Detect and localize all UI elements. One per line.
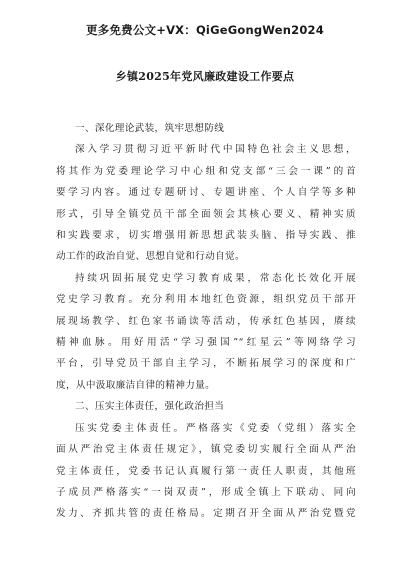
section-heading-1: 一、深化理论武装，筑牢思想防线 — [75, 123, 225, 134]
section-heading-2: 二、压实主体责任，强化政治担当 — [75, 401, 225, 413]
paragraph-line: 党主体责任，党委书记认真履行第一责任人职责，其他班 — [56, 465, 356, 477]
paragraph-line: 展现场教学、红色家书诵读等活动，传承红色基因，赓续 — [56, 315, 356, 327]
document-title: 乡镇2025年党风廉政建设工作要点 — [115, 70, 295, 83]
paragraph-line: 将其作为党委理论学习中心组和党支部“三会一课”的首 — [56, 165, 356, 177]
paragraph-line: 平台，引导党员干部自主学习，不断拓展学习的深度和广 — [56, 358, 356, 370]
paragraph-line: 党史学习教育。充分利用本地红色资源，组织党员干部开 — [56, 294, 356, 306]
paragraph-line: 动工作的政治自觉、思想自觉和行动自觉。 — [56, 251, 245, 263]
paragraph-line: 持续巩固拓展党史学习教育成果，常态化长效化开展 — [75, 272, 356, 284]
paragraph-line: 形式，引导全镇党员干部全面领会其核心要义、精神实质 — [56, 208, 356, 220]
promo-header: 更多免费公文+VX：QiGeGongWen2024 — [86, 23, 324, 37]
document-body — [56, 118, 356, 525]
paragraph-line: 压实党委主体责任。严格落实《党委（党组）落实全 — [75, 422, 356, 434]
paragraph-line: 发力、齐抓共管的责任格局。定期召开全面从严治党暨党 — [56, 508, 356, 520]
paragraph-line: 面从严治党主体责任规定》，镇党委切实履行全面从严治 — [56, 444, 356, 456]
paragraph-line: 和实践要求，切实增强用新思想武装头脑、指导实践、推 — [56, 230, 356, 242]
paragraph-line: 精神血脉。用好用活“学习强国”“红星云”等网络学习 — [56, 337, 356, 349]
paragraph-line: 度，从中汲取廉洁自律的精神力量。 — [56, 379, 216, 391]
paragraph-line: 子成员严格落实“一岗双责”，形成全镇上下联动、同向 — [56, 486, 356, 498]
paragraph-line: 深入学习贯彻习近平新时代中国特色社会主义思想， — [75, 144, 356, 156]
paragraph-line: 要学习内容。通过专题研讨、专题讲座、个人自学等多种 — [56, 187, 356, 199]
